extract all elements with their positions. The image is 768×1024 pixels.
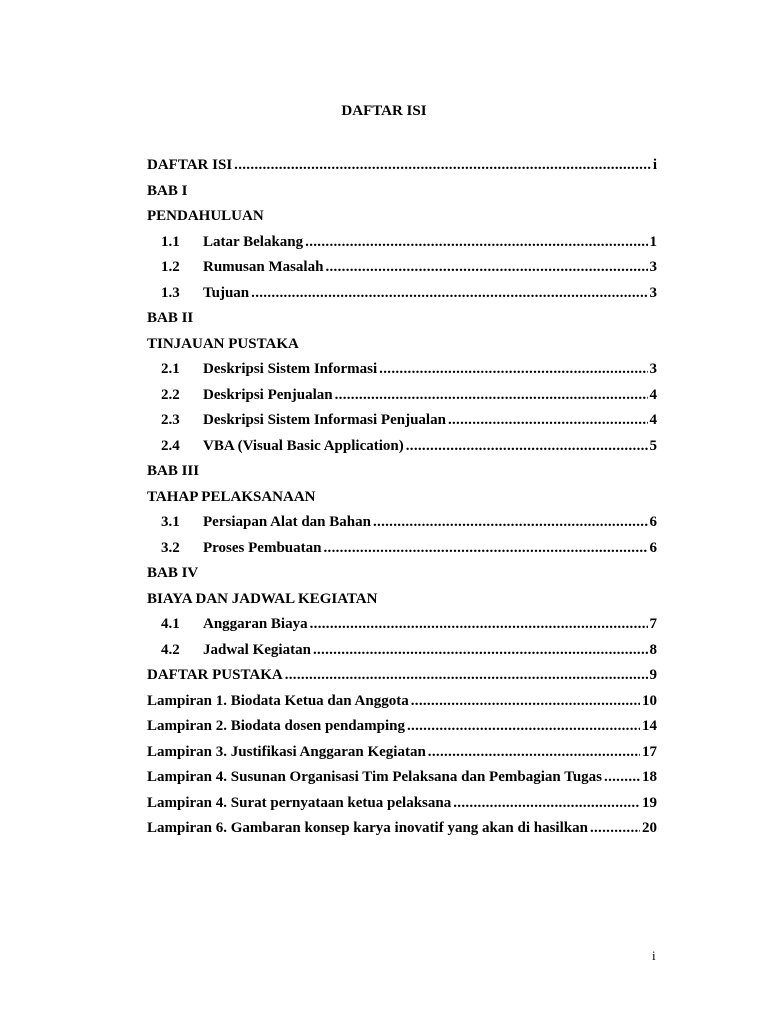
toc-entry-page: 3 — [649, 361, 657, 377]
dot-leader — [285, 663, 648, 689]
toc-entry-title: TAHAP PELAKSANAAN — [147, 488, 316, 505]
toc-entry-number: 2.1 — [161, 361, 180, 377]
toc-entry-title: BAB II — [147, 310, 194, 326]
toc-entry — [147, 383, 657, 409]
toc-entry-title: Deskripsi Penjualan — [203, 386, 333, 403]
dot-leader — [325, 255, 647, 281]
toc-entry-title: Lampiran 6. Gambaran konsep karya inovatif yang akan di hasilkan — [147, 820, 588, 836]
toc-entry-page: 4 — [649, 412, 657, 428]
toc-entry-page: 10 — [642, 692, 657, 709]
toc-entry-title: Deskripsi Sistem Informasi — [203, 361, 378, 377]
toc-entry — [147, 638, 657, 664]
toc-entry — [147, 536, 657, 562]
toc-entry-page: 6 — [649, 539, 657, 556]
page-number: i — [652, 948, 656, 963]
toc-entry-title: Lampiran 3. Justifikasi Anggaran Kegiatan — [147, 743, 426, 760]
toc-entry-page: 14 — [642, 718, 657, 734]
toc-entry-title: Anggaran Biaya — [203, 616, 308, 632]
table-of-contents — [147, 153, 657, 842]
toc-entry-title: BIAYA DAN JADWAL KEGIATAN — [147, 590, 378, 607]
toc-entry-title: TINJAUAN PUSTAKA — [147, 335, 299, 352]
dot-leader — [590, 816, 640, 842]
toc-heading — [147, 561, 657, 587]
toc-entry-page: 6 — [649, 514, 657, 530]
dot-leader — [407, 714, 640, 740]
toc-entry-page: 4 — [649, 386, 657, 403]
toc-heading — [147, 485, 657, 511]
toc-entry-page: 8 — [649, 641, 657, 658]
toc-entry — [147, 510, 657, 536]
dot-leader — [379, 357, 647, 383]
dot-leader — [313, 638, 648, 664]
dot-leader — [428, 740, 640, 766]
toc-entry-number: 2.2 — [161, 386, 180, 403]
toc-entry-title: Lampiran 4. Susunan Organisasi Tim Pelaksana dan Pembagian Tugas — [147, 769, 603, 785]
dot-leader — [604, 765, 640, 791]
toc-entry-number: 1.1 — [161, 233, 180, 250]
toc-entry-title: PENDAHULUAN — [147, 208, 264, 224]
toc-entry-title: Lampiran 1. Biodata Ketua dan Anggota — [147, 692, 409, 709]
toc-entry-title: Proses Pembuatan — [203, 539, 322, 556]
toc-entry-number: 3.2 — [161, 539, 180, 556]
dot-leader — [411, 689, 640, 715]
toc-entry-title: Jadwal Kegiatan — [203, 641, 311, 658]
dot-leader — [310, 612, 648, 638]
toc-entry — [147, 281, 657, 307]
dot-leader — [453, 791, 640, 817]
page-title: DAFTAR ISI — [341, 103, 427, 119]
toc-entry — [147, 153, 657, 179]
toc-heading — [147, 204, 657, 230]
dot-leader — [373, 510, 648, 536]
toc-entry — [147, 765, 657, 791]
dot-leader — [251, 281, 647, 307]
toc-entry-title: DAFTAR ISI — [147, 157, 233, 173]
toc-entry-page: i — [652, 157, 657, 173]
toc-entry — [147, 689, 657, 715]
dot-leader — [335, 383, 648, 409]
toc-heading — [147, 179, 657, 205]
toc-entry — [147, 408, 657, 434]
toc-entry-title: Tujuan — [203, 284, 250, 301]
dot-leader — [305, 230, 647, 256]
toc-entry-page: 7 — [649, 616, 657, 632]
dot-leader — [406, 434, 648, 460]
toc-entry-title: DAFTAR PUSTAKA — [147, 667, 283, 683]
toc-entry-number: 1.2 — [161, 259, 180, 275]
dot-leader — [234, 153, 651, 179]
toc-entry — [147, 663, 657, 689]
toc-entry-title: BAB III — [147, 463, 200, 479]
toc-entry-title: Lampiran 2. Biodata dosen pendamping — [147, 718, 405, 734]
toc-entry — [147, 612, 657, 638]
dot-leader — [323, 536, 647, 562]
toc-entry-number: 3.1 — [161, 514, 180, 530]
toc-entry-title: Latar Belakang — [203, 233, 304, 250]
toc-entry-page: 5 — [649, 437, 657, 454]
toc-entry-title: BAB IV — [147, 565, 199, 581]
toc-heading — [147, 332, 657, 358]
toc-entry — [147, 357, 657, 383]
toc-entry-page: 20 — [642, 820, 657, 836]
toc-entry-title: VBA (Visual Basic Application) — [203, 437, 404, 454]
dot-leader — [448, 408, 648, 434]
toc-entry — [147, 791, 657, 817]
toc-entry — [147, 816, 657, 842]
toc-heading — [147, 306, 657, 332]
toc-entry-number: 1.3 — [161, 284, 180, 301]
toc-entry-page: 1 — [649, 233, 657, 250]
toc-entry-page: 17 — [642, 743, 657, 760]
toc-entry — [147, 230, 657, 256]
toc-entry-page: 3 — [649, 284, 657, 301]
toc-entry-number: 2.3 — [161, 412, 180, 428]
toc-heading — [147, 587, 657, 613]
toc-entry-page: 18 — [642, 769, 657, 785]
toc-heading — [147, 459, 657, 485]
toc-entry-number: 4.1 — [161, 616, 180, 632]
toc-entry — [147, 255, 657, 281]
toc-entry-title: Persiapan Alat dan Bahan — [203, 514, 371, 530]
toc-entry-title: Deskripsi Sistem Informasi Penjualan — [203, 412, 446, 428]
toc-entry-page: 19 — [642, 794, 657, 811]
toc-entry-page: 3 — [649, 259, 657, 275]
toc-entry-number: 2.4 — [161, 437, 180, 454]
toc-entry-title: Rumusan Masalah — [203, 259, 324, 275]
toc-entry-title: BAB I — [147, 182, 188, 199]
toc-entry-number: 4.2 — [161, 641, 180, 658]
toc-entry — [147, 740, 657, 766]
toc-entry — [147, 434, 657, 460]
toc-entry — [147, 714, 657, 740]
toc-entry-title: Lampiran 4. Surat pernyataan ketua pelaksana — [147, 794, 452, 811]
toc-entry-page: 9 — [649, 667, 657, 683]
